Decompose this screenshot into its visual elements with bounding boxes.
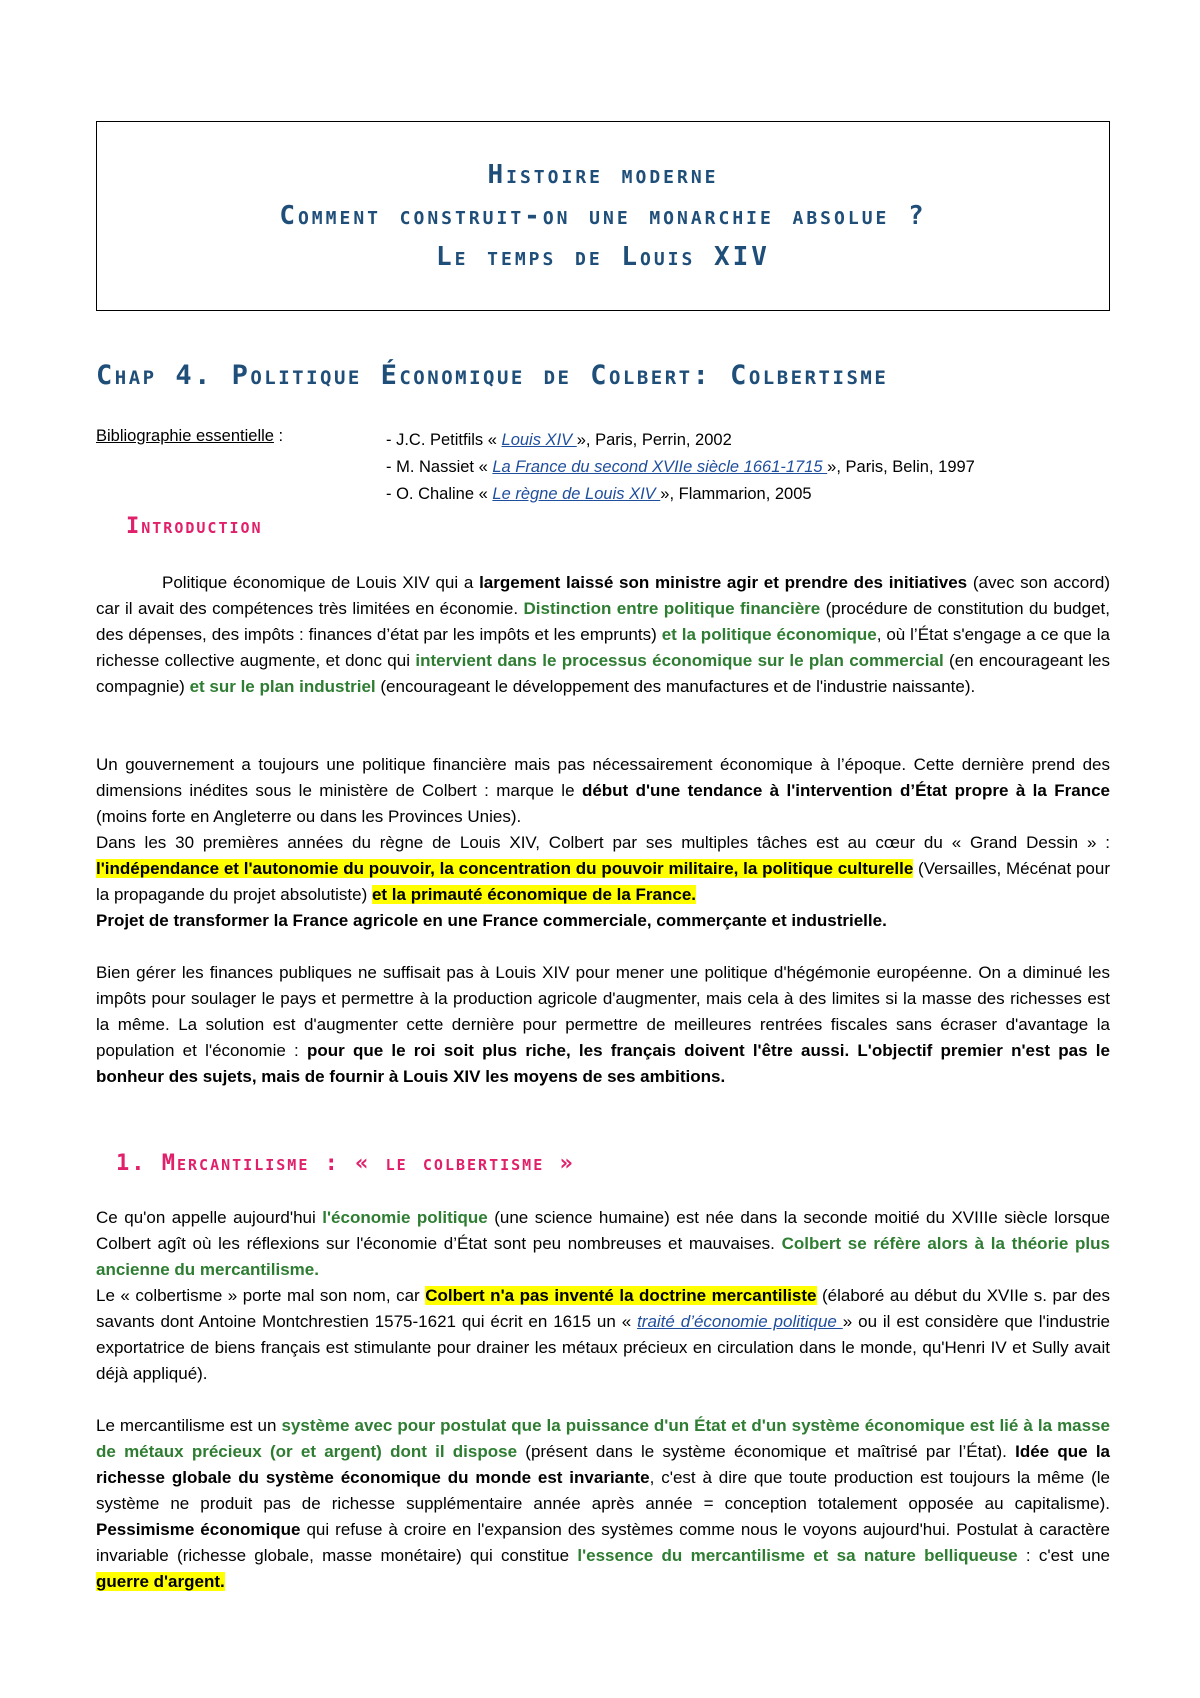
bibliography-link[interactable]: Le règne de Louis XIV: [492, 485, 661, 503]
title-box: [96, 121, 1110, 311]
bibliography-label: Bibliographie essentielle :: [96, 427, 284, 445]
course-period: Le temps de Louis XIV: [436, 241, 770, 272]
bibliography-entry: - O. Chaline « Le règne de Louis XIV », Flammarion, 2005: [386, 485, 812, 503]
paragraph-s1-3: Le mercantilisme est un système avec pour postulat que la puissance d'un État et d'un système économique est lié à la masse de métaux précieux (or et argent) dont il dispose (présent dans le système économique et maîtrisé par l’État). Idée que la richesse globale du système économique du monde est invariante, c'est à dire que toute production est toujours la même (le système ne produit pas de richesse supplémentaire année après année = conception totalement opposée au capitalisme). Pessimisme économique qui refuse à croire en l'expansion des systèmes comme nous le voyons aujourd'hui. Postulat à caractère invariable (richesse globale, masse monétaire) qui constitue l'essence du mercantilisme et sa nature belliqueuse : c'est une guerre d'argent.: [96, 1416, 1111, 1591]
paragraph-s1-1: Ce qu'on appelle aujourd'hui l'économie politique (une science humaine) est née dans la seconde moitié du XVIIIe siècle lorsque Colbert agît où les réflexions sur l'économie d’État sont peu nombreuses et mauvaises. Colbert se réfère alors à la théorie plus ancienne du mercantilisme.: [96, 1208, 1110, 1279]
paragraph-intro-1: Politique économique de Louis XIV qui a largement laissé son ministre agir et prendre des initiatives (avec son accord) car il avait des compétences très limitées en économie. Distinction entre politique financière (procédure de constitution du budget, des dépenses, des impôts : finances d’état par les impôts et les emprunts) et la politique économique, où l’État s'engage a ce que la richesse collective augmente, et donc qui intervient dans le processus économique sur le plan commercial (en encourageant les compagnie) et sur le plan industriel (encourageant le développement des manufactures et de l'industrie naissante).: [96, 573, 1111, 696]
paragraph-intro-3: Dans les 30 premières années du règne de Louis XIV, Colbert par ses multiples tâches est au cœur du « Grand Dessin » : l'indépendance et l'autonomie du pouvoir, la concentration du pouvoir militaire, la politique culturelle (Versailles, Mécénat pour la propagande du projet absolutiste) et la primauté économique de la France.: [96, 833, 1110, 904]
paragraph-intro-2: Un gouvernement a toujours une politique financière mais pas nécessairement économique à l’époque. Cette dernière prend des dimensions inédites sous le ministère de Colbert : marque le début d'une tendance à l'intervention d’État propre à la France (moins forte en Angleterre ou dans les Provinces Unies).: [96, 755, 1110, 826]
paragraph-intro-5: Bien gérer les finances publiques ne suffisait pas à Louis XIV pour mener une politique d'hégémonie européenne. On a diminué les impôts pour soulager le pays et permettre à la production agricole d'augmenter, mais cela à des limites si la masse des richesses est la même. La solution est d'augmenter cette dernière pour permettre de meilleures rentrées fiscales sans écraser d'avantage la population et l'économie : pour que le roi soit plus riche, les français doivent l'être aussi. L'objectif premier n'est pas le bonheur des sujets, mais de fournir à Louis XIV les moyens de ses ambitions.: [96, 963, 1110, 1086]
bibliography-entry: - J.C. Petitfils « Louis XIV », Paris, Perrin, 2002: [386, 431, 732, 449]
bibliography-link[interactable]: Louis XIV: [501, 431, 577, 449]
section-heading-introduction: Introduction: [126, 514, 263, 539]
course-title: Histoire moderne: [487, 159, 719, 190]
paragraph-s1-2: Le « colbertisme » porte mal son nom, car Colbert n'a pas inventé la doctrine mercantiliste (élaboré au début du XVIIe s. par des savants dont Antoine Montchrestien 1575-1621 qui écrit en 1615 un « traité d’économie politique » ou il est considère que l'industrie exportatrice de biens français est stimulante pour drainer les métaux précieux en circulation dans le monde, qu'Henri IV et Sully avait déjà appliqué).: [96, 1286, 1111, 1383]
treatise-link[interactable]: traité d’économie politique: [637, 1312, 843, 1331]
chapter-title: Chap 4. Politique Économique de Colbert: Colbertisme: [96, 360, 889, 391]
bibliography-entry: - M. Nassiet « La France du second XVIIe siècle 1661-1715 », Paris, Belin, 1997: [386, 458, 975, 476]
bibliography-list: [386, 427, 975, 508]
paragraph-intro-4: Projet de transformer la France agricole en une France commerciale, commerçante et industrielle.: [96, 911, 887, 930]
course-question: Comment construit-on une monarchie absolue ?: [279, 200, 927, 231]
section-heading-mercantilisme: 1. Mercantilisme : « le colbertisme »: [116, 1151, 575, 1176]
bibliography-link[interactable]: La France du second XVIIe siècle 1661-1715: [492, 458, 828, 476]
